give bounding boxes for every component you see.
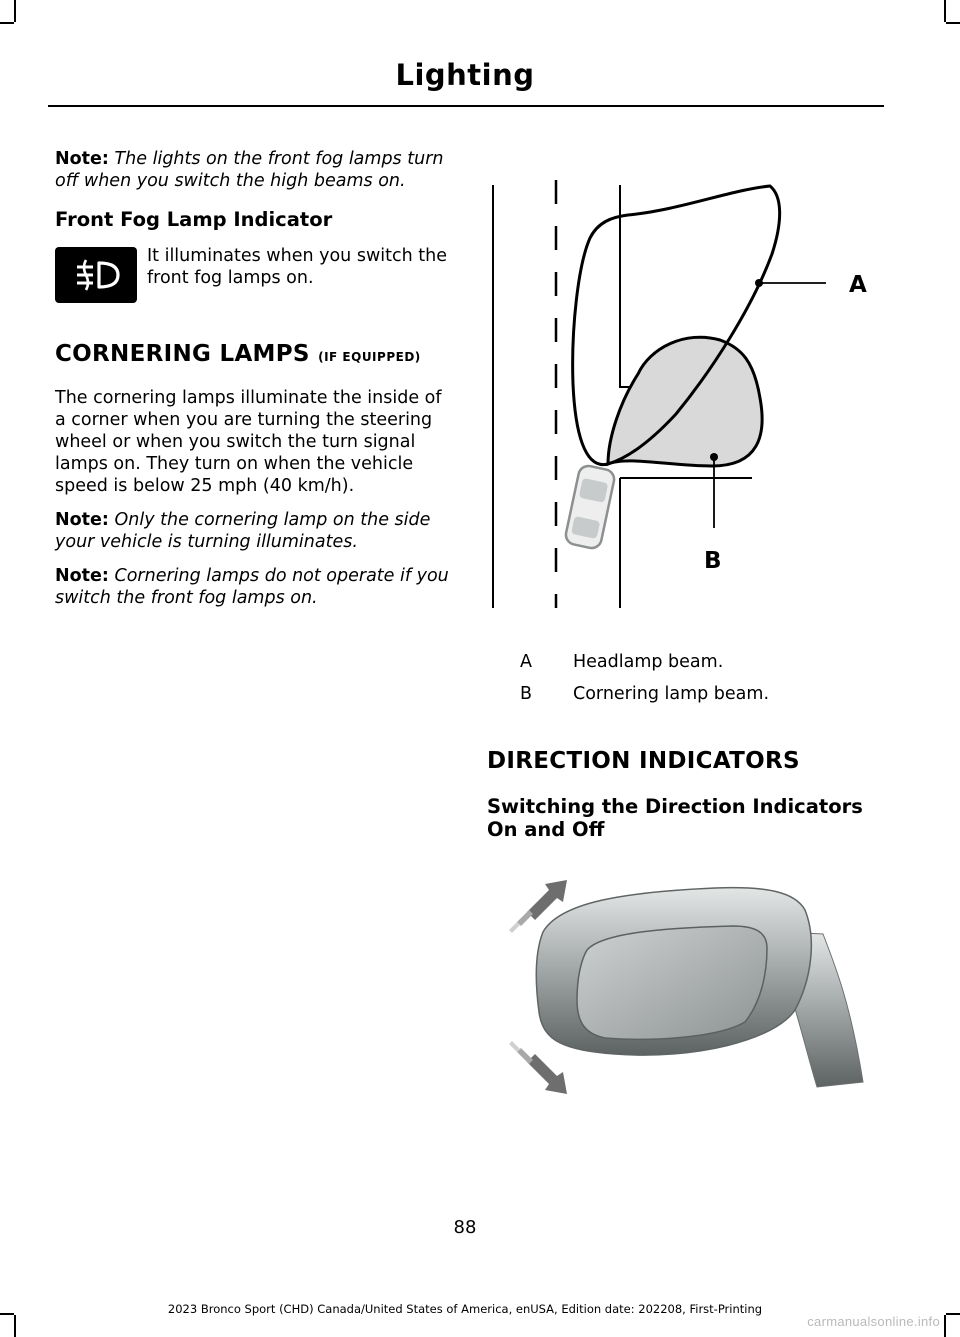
fog-indicator-description: It illuminates when you switch the front fog lamps on. bbox=[147, 246, 447, 288]
legend-row bbox=[515, 652, 875, 684]
callout-label-b: B bbox=[704, 548, 722, 574]
legend-key: A bbox=[520, 652, 532, 672]
legend-row bbox=[515, 684, 875, 716]
left-column bbox=[55, 148, 450, 625]
callout-dot-b bbox=[710, 453, 718, 461]
fog-indicator-heading: Front Fog Lamp Indicator bbox=[55, 208, 333, 231]
cornering-lamps-title: CORNERING LAMPS bbox=[55, 341, 310, 367]
note-cornering-side bbox=[55, 509, 450, 553]
vehicle-icon bbox=[564, 464, 616, 550]
direction-indicators-subheading: Switching the Direction Indicators On and Off bbox=[487, 795, 863, 841]
fog-indicator-row bbox=[55, 245, 450, 311]
if-equipped-tag: (IF EQUIPPED) bbox=[318, 350, 421, 364]
diagram-legend bbox=[515, 652, 875, 716]
cornering-beam-diagram bbox=[480, 170, 880, 615]
legend-description: Headlamp beam. bbox=[573, 652, 724, 672]
crop-mark bbox=[14, 0, 16, 22]
cornering-lamps-heading bbox=[55, 341, 450, 367]
note-cornering-fog bbox=[55, 565, 450, 609]
callout-label-a: A bbox=[849, 272, 867, 298]
page-number: 88 bbox=[453, 1217, 477, 1238]
crop-mark bbox=[946, 22, 960, 24]
legend-key: B bbox=[520, 684, 533, 704]
note-text: Only the cornering lamp on the side your vehicle is turning illuminates. bbox=[55, 510, 431, 552]
crop-mark bbox=[944, 1315, 946, 1337]
direction-indicators-heading: DIRECTION INDICATORS bbox=[487, 748, 800, 774]
direction-stalk-illustration bbox=[505, 872, 875, 1102]
note-label: Note: bbox=[55, 149, 109, 169]
footer-edition: 2023 Bronco Sport (CHD) Canada/United States of America, enUSA, Edition date: 202208, First-Printing bbox=[167, 1302, 763, 1316]
crop-mark bbox=[944, 0, 946, 22]
note-label: Note: bbox=[55, 510, 109, 530]
header-divider bbox=[48, 105, 884, 107]
legend-description: Cornering lamp beam. bbox=[573, 684, 770, 704]
crop-mark bbox=[946, 1313, 960, 1315]
note-text: Cornering lamps do not operate if you switch the front fog lamps on. bbox=[55, 566, 449, 608]
crop-mark bbox=[14, 1315, 16, 1337]
callout-dot-a bbox=[755, 279, 763, 287]
note-label: Note: bbox=[55, 566, 109, 586]
stalk-face bbox=[577, 926, 767, 1039]
front-fog-lamp-icon bbox=[55, 247, 137, 303]
watermark: carmanualsonline.info bbox=[807, 1314, 940, 1329]
arrow-down-icon bbox=[509, 1041, 567, 1094]
note-text: The lights on the front fog lamps turn off when you switch the high beams on. bbox=[55, 149, 444, 191]
note-fog-high-beam bbox=[55, 148, 450, 192]
crop-mark bbox=[0, 22, 14, 24]
cornering-lamps-body: The cornering lamps illuminate the inside of a corner when you are turning the steering wheel or when you switch the turn signal lamps on. They turn on when the vehicle speed is below 25 mph (40 km/h). bbox=[55, 388, 442, 496]
page-title: Lighting bbox=[395, 58, 535, 92]
